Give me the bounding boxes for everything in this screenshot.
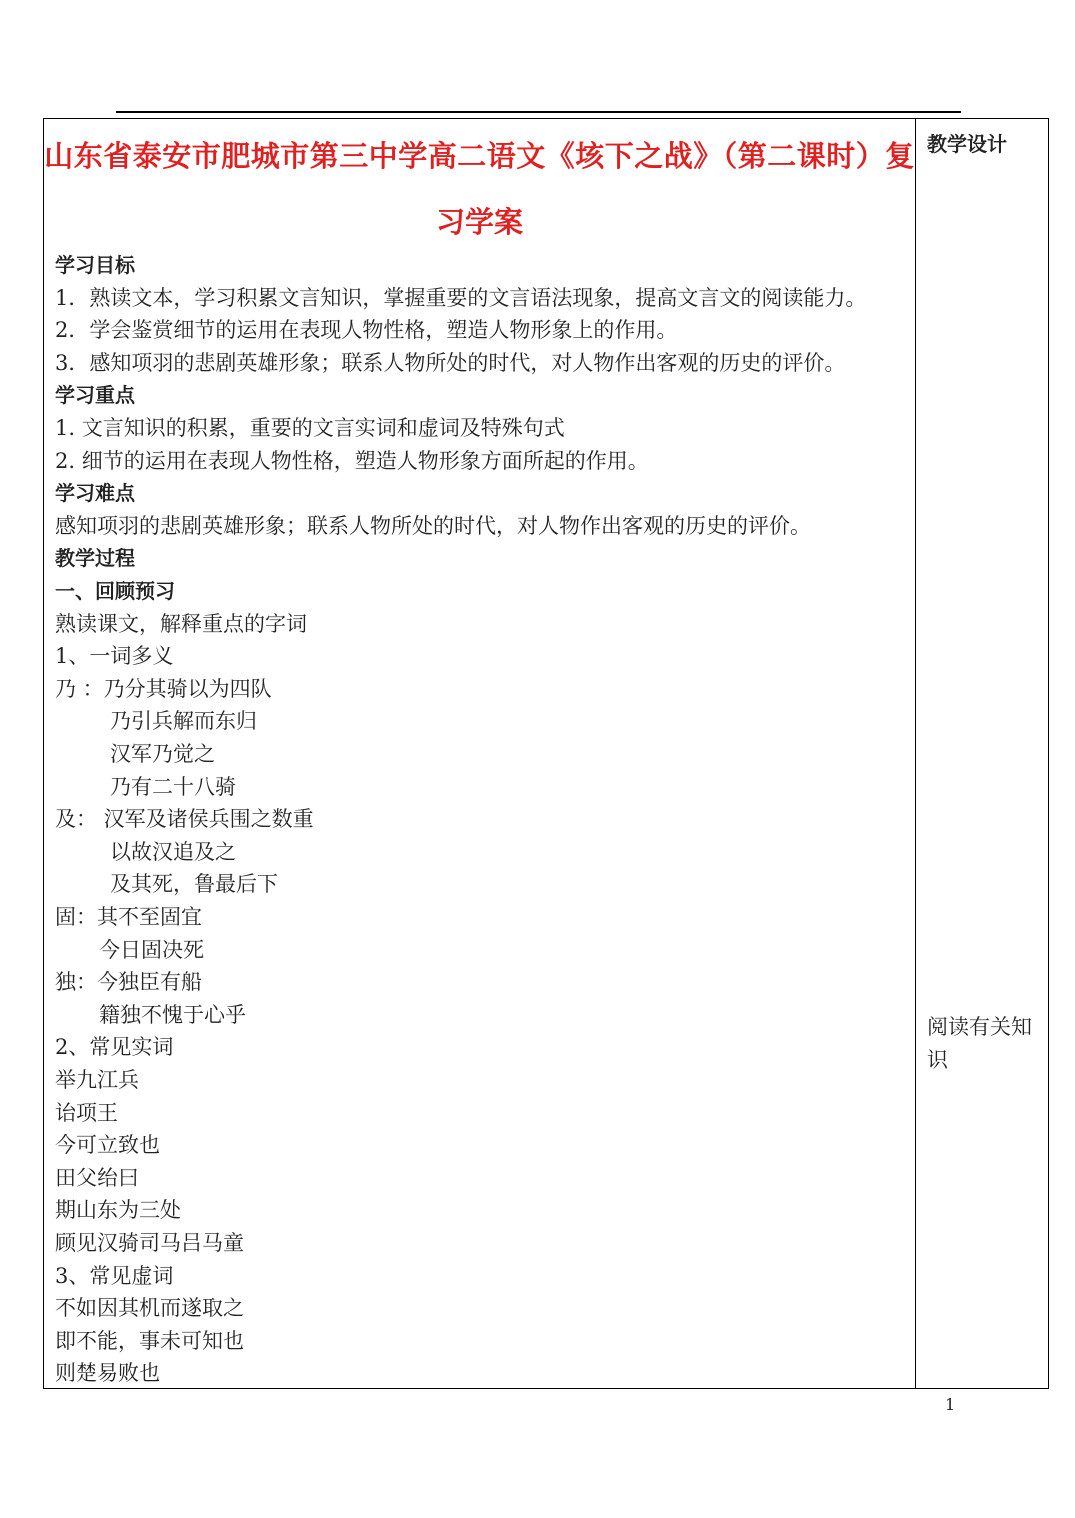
sidebar-note: 阅读有关知识 <box>927 1015 1032 1072</box>
content-line: 期山东为三处 <box>55 1198 181 1223</box>
content-line: 及： 汉军及诸侯兵围之数重 <box>55 807 314 832</box>
content-line: 今日固决死 <box>99 937 204 962</box>
content-line: 2、常见实词 <box>55 1035 174 1060</box>
content-line: 则楚易败也 <box>55 1361 160 1386</box>
section-heading: 学习目标 <box>55 253 135 277</box>
content-line: 乃 ：乃分其骑以为四队 <box>55 676 272 701</box>
content-line: 籍独不愧于心乎 <box>99 1002 246 1027</box>
content-line: 2. 细节的运用在表现人物性格，塑造人物形象方面所起的作用。 <box>55 448 649 473</box>
page-title-line-2: 习学案 <box>435 205 523 239</box>
content-line: 乃引兵解而东归 <box>110 709 257 734</box>
header-rule <box>116 111 961 113</box>
page-title-line-1: 山东省泰安市肥城市第三中学高二语文《垓下之战》（第二课时）复 <box>44 139 915 173</box>
column-divider <box>915 118 916 1389</box>
content-line: 1. 文言知识的积累，重要的文言实词和虚词及特殊句式 <box>55 416 565 440</box>
content-line: 感知项羽的悲剧英雄形象；联系人物所处的时代，对人物作出客观的历史的评价。 <box>55 513 811 538</box>
content-line: 2．学会鉴赏细节的运用在表现人物性格，塑造人物形象上的作用。 <box>55 318 678 343</box>
content-line: 熟读课文，解释重点的字词 <box>55 611 307 636</box>
content-line: 以故汉追及之 <box>110 839 236 864</box>
content-line: 不如因其机而遂取之 <box>55 1296 244 1321</box>
content-line: 今可立致也 <box>55 1133 160 1158</box>
content-line: 及其死，鲁最后下 <box>110 872 278 897</box>
section-heading: 学习重点 <box>55 383 135 408</box>
content-line: 即不能，事未可知也 <box>55 1328 244 1353</box>
sidebar-heading: 教学设计 <box>927 132 1007 156</box>
section-heading: 学习难点 <box>55 481 135 506</box>
content-line: 3、常见虚词 <box>55 1263 174 1288</box>
content-line: 1、一词多义 <box>55 644 174 669</box>
content-line: 乃有二十八骑 <box>110 774 236 799</box>
page-number: 1 <box>945 1395 956 1414</box>
section-heading: 教学过程 <box>55 546 135 571</box>
content-line: 诒项王 <box>55 1100 118 1125</box>
content-line: 举九江兵 <box>55 1068 139 1092</box>
content-line: 1．熟读文本，学习积累文言知识，掌握重要的文言语法现象，提高文言文的阅读能力。 <box>55 285 867 310</box>
content-line: 固：其不至固宜 <box>55 905 202 929</box>
content-line: 汉军乃觉之 <box>110 742 215 766</box>
content-line: 独：今独臣有船 <box>55 970 202 995</box>
content-line: 顾见汉骑司马吕马童 <box>55 1231 244 1255</box>
content-line: 田父绐曰 <box>55 1165 139 1190</box>
section-heading: 一、回顾预习 <box>55 579 175 603</box>
content-line: 3．感知项羽的悲剧英雄形象；联系人物所处的时代，对人物作出客观的历史的评价。 <box>55 350 846 375</box>
